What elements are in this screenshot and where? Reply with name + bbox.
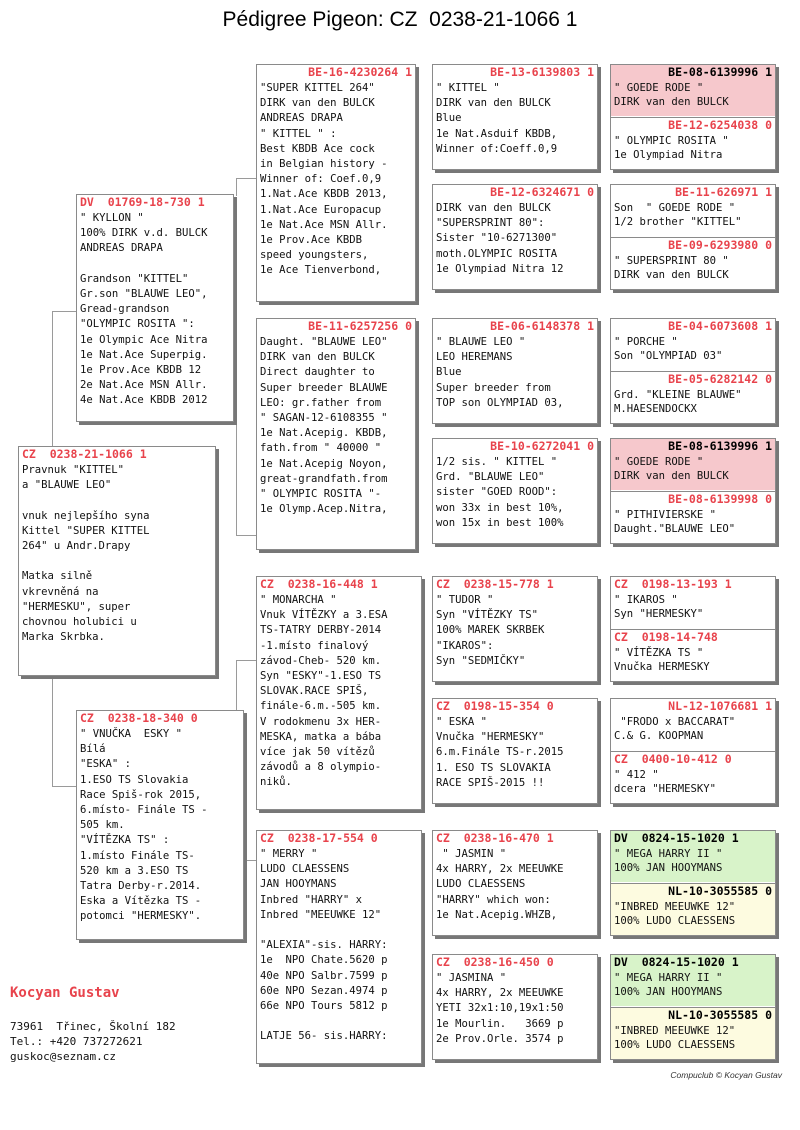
footer-credit: Compuclub © Kocyan Gustav xyxy=(670,1070,782,1080)
gen5-ring: BE-04-6073608 1 xyxy=(668,319,772,333)
gen5-ring: CZ 0400-10-412 0 xyxy=(614,752,732,766)
sire-card xyxy=(76,194,234,422)
gen5-text: " VÍTĚZKA TS " Vnučka HERMESKY xyxy=(614,647,710,673)
gen5-bottom xyxy=(611,237,775,290)
subject-ring: CZ 0238-21-1066 1 xyxy=(22,447,147,461)
sire-text: " KYLLON " 100% DIRK v.d. BULCK ANDREAS DRAPA Grandson "KITTEL" Gr.son "BLAUWE LEO", Gread-grandson "OLYMPIC ROSITA ": 1e Olympic Ace Nitra 1e Nat.Ace Superpig. 1e Prov.Ace KBDB 12 2e Nat.Ace MSN Allr. 4e Nat.Ace KBDB 2012 xyxy=(80,212,208,407)
gen5-ring: BE-12-6254038 0 xyxy=(668,118,772,132)
gen4-card-1 xyxy=(432,64,598,170)
owner-email[interactable]: guskoc@seznam.cz xyxy=(10,1050,116,1063)
gen5-text: " PITHIVIERSKE " Daught."BLAUWE LEO" xyxy=(614,509,736,535)
gen5-top xyxy=(611,319,775,370)
gen5-top xyxy=(611,831,775,882)
gen5-text: "INBRED MEEUWKE 12" 100% LUDO CLAESSENS xyxy=(614,901,736,927)
gen5-text: Son " GOEDE RODE " 1/2 brother "KITTEL" xyxy=(614,202,742,228)
gen5-top xyxy=(611,955,775,1006)
gen4-text: DIRK van den BULCK "SUPERSPRINT 80": Sister "10-6271300" moth.OLYMPIC ROSITA 1e Olympiad Nitra 12 xyxy=(436,202,564,275)
gen3-ring: BE-16-4230264 1 xyxy=(308,65,412,79)
gen3-ring: CZ 0238-16-448 1 xyxy=(260,577,378,591)
gen3-ring: BE-11-6257256 0 xyxy=(308,319,412,333)
gen4-ring: BE-13-6139803 1 xyxy=(490,65,594,79)
gen5-text: " GOEDE RODE " DIRK van den BULCK xyxy=(614,456,729,482)
gen5-card-6 xyxy=(610,698,776,804)
connector-line xyxy=(52,676,53,786)
gen5-ring: BE-05-6282142 0 xyxy=(668,372,772,386)
gen5-text: " OLYMPIC ROSITA " 1e Olympiad Nitra xyxy=(614,135,729,161)
owner-address: 73961 Třinec, Školní 182 xyxy=(10,1020,176,1033)
connector-line xyxy=(52,786,76,787)
gen3-text: "SUPER KITTEL 264" DIRK van den BULCK ANDREAS DRAPA " KITTEL " : Best KBDB Ace cock in Belgian history - Winner of: Coef.0,9 1.Nat.Ace KBDB 2013, 1.Nat.Ace Europacup 1e Nat.Ace MSN Allr. 1e Prov.Ace KBDB speed youngsters, 1e Ace Tienverbond, xyxy=(260,82,388,277)
gen5-bottom xyxy=(611,1007,775,1060)
gen3-ring: CZ 0238-17-554 0 xyxy=(260,831,378,845)
gen5-card-1 xyxy=(610,64,776,170)
gen5-ring: NL-10-3055585 0 xyxy=(668,1008,772,1022)
gen4-card-5 xyxy=(432,576,598,682)
gen4-card-3 xyxy=(432,318,598,424)
gen4-text: " ESKA " Vnučka "HERMESKY" 6.m.Finále TS-r.2015 1. ESO TS SLOVAKIA RACE SPIŠ-2015 !! xyxy=(436,716,564,789)
gen5-top xyxy=(611,699,775,750)
gen5-ring: BE-08-6139998 0 xyxy=(668,492,772,506)
gen5-bottom xyxy=(611,117,775,170)
gen3-text: Daught. "BLAUWE LEO" DIRK van den BULCK Direct daughter to Super breeder BLAUWE LEO: gr.father from " SAGAN-12-6108355 " 1e Nat.Acepig. KBDB, fath.from " 40000 " 1e Nat.Acepig Noyon, great-grandfath.from " OLYMPIC ROSITA "- 1e Olymp.Acep.Nitra, xyxy=(260,336,388,516)
gen3-card-4 xyxy=(256,830,422,1064)
gen5-ring: CZ 0198-13-193 1 xyxy=(614,577,732,591)
gen4-ring: BE-10-6272041 0 xyxy=(490,439,594,453)
connector-line xyxy=(236,420,237,535)
gen5-ring: DV 0824-15-1020 1 xyxy=(614,955,739,969)
gen4-ring: CZ 0198-15-354 0 xyxy=(436,699,554,713)
gen5-card-5 xyxy=(610,576,776,682)
gen5-ring: BE-09-6293980 0 xyxy=(668,238,772,252)
gen3-card-1 xyxy=(256,64,416,302)
gen5-text: "FRODO x BACCARAT" C.& G. KOOPMAN xyxy=(614,716,736,742)
gen3-card-3 xyxy=(256,576,422,810)
gen5-ring: DV 0824-15-1020 1 xyxy=(614,831,739,845)
gen3-text: " MERRY " LUDO CLAESSENS JAN HOOYMANS Inbred "HARRY" x Inbred "MEEUWKE 12" "ALEXIA"-sis. HARRY: 1e NPO Chate.5620 p 40e NPO Salbr.7599 p 60e NPO Sezan.4974 p 66e NPO Tours 5812 p LATJE 56- sis.HARRY: xyxy=(260,848,388,1043)
gen5-top xyxy=(611,439,775,490)
gen5-ring: BE-08-6139996 1 xyxy=(668,65,772,79)
gen5-ring: BE-08-6139996 1 xyxy=(668,439,772,453)
gen4-ring: CZ 0238-15-778 1 xyxy=(436,577,554,591)
gen5-text: " 412 " dcera "HERMESKY" xyxy=(614,769,717,795)
gen4-ring: CZ 0238-16-470 1 xyxy=(436,831,554,845)
connector-line xyxy=(236,178,256,179)
gen5-text: " SUPERSPRINT 80 " DIRK van den BULCK xyxy=(614,255,729,281)
gen4-text: 1/2 sis. " KITTEL " Grd. "BLAUWE LEO" sister "GOED ROOD": won 33x in best 10%, won 15x in best 100% xyxy=(436,456,564,529)
connector-line xyxy=(52,311,76,312)
gen5-bottom xyxy=(611,883,775,936)
gen5-text: " IKAROS " Syn "HERMESKY" xyxy=(614,594,704,620)
gen4-card-2 xyxy=(432,184,598,290)
gen5-bottom xyxy=(611,751,775,804)
dam-text: " VNUČKA ESKY " Bílá "ESKA" : 1.ESO TS Slovakia Race Spiš-rok 2015, 6.místo- Finále TS - 505 km. "VÍTĚZKA TS" : 1.místo Finále TS- 520 km a 3.ESO TS Tatra Derby-r.2014. Eska a Vítězka TS - potomci "HERMESKY". xyxy=(80,728,208,923)
gen4-text: " BLAUWE LEO " LEO HEREMANS Blue Super breeder from TOP son OLYMPIAD 03, xyxy=(436,336,564,409)
owner-phone: Tel.: +420 737272621 xyxy=(10,1035,143,1048)
gen5-ring: NL-10-3055585 0 xyxy=(668,884,772,898)
gen3-text: " MONARCHA " Vnuk VÍTĚZKY a 3.ESA TS-TATRY DERBY-2014 -1.místo finalový závod-Cheb- 520 km. Syn "ESKY"-1.ESO TS SLOVAK.RACE SPIŠ, finále-6.m.-505 km. V rodokmenu 3x HER- MESKA, matka a bába více jak 50 vítězů závodů a 8 olympio- niků. xyxy=(260,594,388,789)
gen4-ring: CZ 0238-16-450 0 xyxy=(436,955,554,969)
connector-line xyxy=(236,660,237,710)
connector-line xyxy=(236,535,256,536)
sire-ring: DV 01769-18-730 1 xyxy=(80,195,205,209)
gen4-text: " TUDOR " Syn "VÍTĚZKY TS" 100% MAREK SKRBEK "IKAROS": Syn "SEDMIČKY" xyxy=(436,594,545,667)
gen3-card-2 xyxy=(256,318,416,550)
gen5-card-3 xyxy=(610,318,776,424)
gen5-top xyxy=(611,577,775,628)
connector-line xyxy=(236,178,237,196)
gen4-text: " JASMIN " 4x HARRY, 2x MEEUWKE LUDO CLAESSENS "HARRY" which won: 1e Nat.Acepig.WHZB, xyxy=(436,848,564,921)
gen5-card-8 xyxy=(610,954,776,1060)
dam-card xyxy=(76,710,244,940)
gen5-top xyxy=(611,185,775,236)
gen5-text: " GOEDE RODE " DIRK van den BULCK xyxy=(614,82,729,108)
gen5-bottom xyxy=(611,371,775,424)
gen5-card-4 xyxy=(610,438,776,544)
connector-line xyxy=(236,660,256,661)
gen5-text: " PORCHE " Son "OLYMPIAD 03" xyxy=(614,336,723,362)
subject-card xyxy=(18,446,216,676)
gen4-text: " KITTEL " DIRK van den BULCK Blue 1e Nat.Asduif KBDB, Winner of:Coeff.0,9 xyxy=(436,82,558,155)
gen5-ring: CZ 0198-14-748 xyxy=(614,630,718,644)
gen5-ring: BE-11-626971 1 xyxy=(675,185,772,199)
subject-text: Pravnuk "KITTEL" a "BLAUWE LEO" vnuk nejlepšího syna Kittel "SUPER KITTEL 264" u Andr.Drapy Matka silně vkrevněná na "HERMESKU", super chovnou holubici u Marka Skrbka. xyxy=(22,464,150,644)
gen4-ring: BE-12-6324671 0 xyxy=(490,185,594,199)
gen5-text: " MEGA HARRY II " 100% JAN HOOYMANS xyxy=(614,848,723,874)
gen5-text: Grd. "KLEINE BLAUWE" M.HAESENDOCKX xyxy=(614,389,742,415)
gen5-text: "INBRED MEEUWKE 12" 100% LUDO CLAESSENS xyxy=(614,1025,736,1051)
gen5-ring: NL-12-1076681 1 xyxy=(668,699,772,713)
gen4-ring: BE-06-6148378 1 xyxy=(490,319,594,333)
gen5-card-7 xyxy=(610,830,776,936)
gen5-bottom xyxy=(611,629,775,682)
dam-ring: CZ 0238-18-340 0 xyxy=(80,711,198,725)
connector-line xyxy=(52,311,53,451)
gen4-card-8 xyxy=(432,954,598,1060)
owner-name: Kocyan Gustav xyxy=(10,985,120,1001)
gen4-card-7 xyxy=(432,830,598,936)
gen4-text: " JASMINA " 4x HARRY, 2x MEEUWKE YETI 32x1:10,19x1:50 1e Mourlin. 3669 p 2e Prov.Orle. 3574 p xyxy=(436,972,564,1045)
gen4-card-4 xyxy=(432,438,598,544)
gen5-text: " MEGA HARRY II " 100% JAN HOOYMANS xyxy=(614,972,723,998)
gen5-top xyxy=(611,65,775,116)
gen5-bottom xyxy=(611,491,775,544)
page-title: Pédigree Pigeon: CZ 0238-21-1066 1 xyxy=(222,8,578,31)
gen4-card-6 xyxy=(432,698,598,804)
gen5-card-2 xyxy=(610,184,776,290)
